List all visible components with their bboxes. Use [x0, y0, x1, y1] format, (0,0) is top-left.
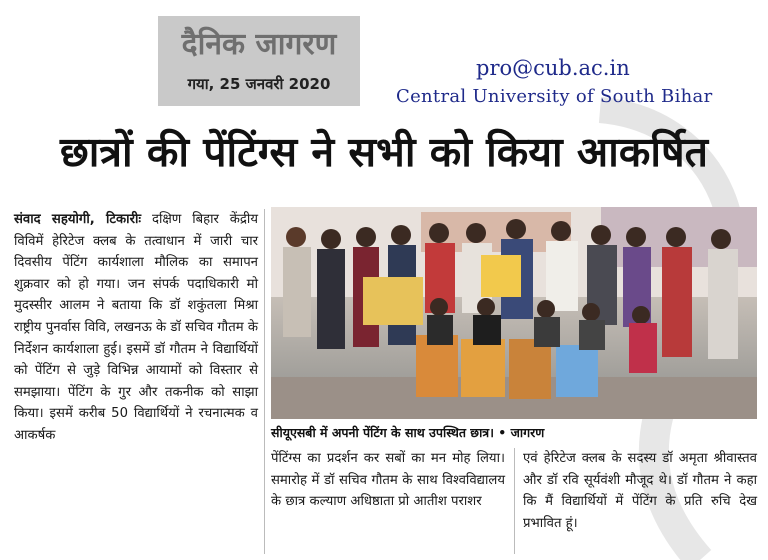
group-photo-illustration	[271, 207, 757, 419]
source-university: Central University of South Bihar	[396, 86, 713, 107]
photo-caption: सीयूएसबी में अपनी पेंटिंग के साथ उपस्थित छात्र। • जागरण	[271, 425, 545, 440]
column-divider	[264, 209, 265, 554]
issue-date: गया, 25 जनवरी 2020	[187, 75, 331, 93]
article-text-1: दक्षिण बिहार केंद्रीय विविमें हेरिटेज क्लब के तत्वाधान में जारी चार दिवसीय पेंटिंग कार्यशाला मौलिक का समापन शुक्रवार को हो गया। जन संपर्क पदाधिकारी मो मुदस्सीर आलम ने बताया कि डॉ शकुंतला मिश्रा राष्ट्रीय पुनर्वास विवि, लखनऊ के डॉ सचिव गौतम के निर्देशन कार्यशाला हुई। इसमें डॉ गौतम ने विद्यार्थियों को पेंटिंग से जुड़े विभिन्न आयामों को विस्तार से समझाया। पेंटिंग के गुर और तकनीक को साझा किया। इसमें करीब 50 विद्यार्थियों ने रचनात्मक व आकर्षक	[14, 212, 258, 443]
article-column-1	[14, 209, 258, 447]
article-column-3: एवं हेरिटेज क्लब के सदस्य डॉ अमृता श्रीवास्तव और डॉ रवि सूर्यवंशी मौजूद थे। डॉ गौतम ने कहा कि मैं विद्यार्थियों में पेंटिंग के प्रति रुचि देख प्रभावित हूं।	[523, 451, 757, 531]
column-divider-2	[514, 448, 515, 554]
headline: छात्रों की पेंटिंग्स ने सभी को किया आकर्षित	[59, 128, 709, 176]
newspaper-name: दैनिक जागरण	[181, 27, 337, 62]
article-column-2: पेंटिंग्स का प्रदर्शन कर सबों का मन मोह लिया। समारोह में डॉ सचिव गौतम के साथ विश्वविद्यालय के छात्र कल्याण अधिष्ठाता प्रो आतीश पराशर	[271, 451, 505, 510]
newspaper-masthead	[158, 16, 360, 106]
byline: संवाद सहयोगी, टिकारीः	[14, 212, 142, 227]
news-photo	[271, 207, 757, 419]
source-email: pro@cub.ac.in	[476, 56, 630, 80]
